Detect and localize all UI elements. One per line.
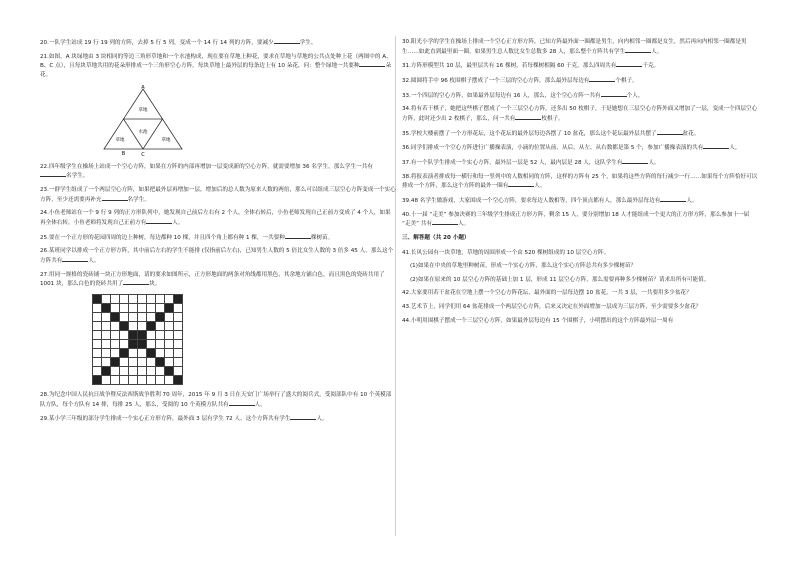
white-tile (147, 295, 156, 304)
white-tile (165, 349, 174, 358)
white-tile (156, 349, 165, 358)
white-tile (120, 295, 129, 304)
question: 33.一个四层的空心方阵，如果最外层每边有 16 人，那么，这个空心方阵一共有 个人。 (402, 92, 644, 99)
question: 38.将报表演者排成每一横行和每一竖列中的人数相同的方阵，这样的方阵有 25 个，如果将这些方阵的每行减少一行……如果每个方阵恰好可以排成一个方阵，那么这个方阵的最外一圈有 人。 (402, 173, 758, 190)
answer-blank[interactable] (123, 279, 149, 285)
answer-blank[interactable] (40, 171, 66, 177)
white-tile (174, 367, 183, 376)
white-tile (129, 358, 138, 367)
white-tile (165, 376, 174, 385)
answer-blank[interactable] (229, 400, 255, 406)
white-tile (93, 322, 102, 331)
black-tile (165, 304, 174, 313)
white-tile (156, 367, 165, 376)
white-tile (147, 313, 156, 322)
white-tile (156, 322, 165, 331)
white-tile (138, 367, 147, 376)
white-tile (138, 376, 147, 385)
point-c-label: C (141, 151, 145, 157)
answer-blank[interactable] (290, 414, 316, 420)
white-tile (147, 358, 156, 367)
black-tile (93, 295, 102, 304)
question: 36.同学们排成一个空心方阵进行广播操表演，小滴的位置从前、从后、从左、从右数都是第 5 个，参加广播操表演的共有 人。 (402, 145, 741, 152)
black-tile (129, 331, 138, 340)
question: 22.四年级学生在操场上站成一个空心方阵，如果在方阵的内部再增加一层变成新的空心方阵，就需要增加 36 名学生，那么学生一共有名学生。 (40, 163, 373, 180)
white-tile (129, 322, 138, 331)
lawn-top-label: 草地 (138, 107, 148, 113)
question: 32.圆圆将手中 96 枚围棋子摆成了一个三层的空心方阵，那么最外层每边有 个棋子。 (402, 77, 638, 84)
answer-blank[interactable] (616, 61, 642, 67)
answer-blank[interactable] (285, 233, 311, 239)
answer-blank[interactable] (146, 218, 172, 224)
white-tile (111, 322, 120, 331)
question: 29.某小学三年级的部分学生排成一个实心正方形方阵，最外面 3 层有学生 72 人，这个方阵共有学生 人。 (40, 416, 328, 423)
white-tile (93, 358, 102, 367)
question: 31.方阵形模型共 10 层，最里层共有 16 棵树，若每棵树相隔 60 千克，那么四周共有 千克。 (402, 63, 660, 70)
white-tile (120, 340, 129, 349)
white-tile (120, 376, 129, 385)
white-tile (138, 358, 147, 367)
answer-blank[interactable] (660, 196, 686, 202)
question: 37.有一个队学生排成一个实心方阵，最外层一层是 52 人，最内层是 28 人，这队学生有 人。 (402, 159, 660, 166)
black-tile (165, 367, 174, 376)
answer-blank[interactable] (601, 91, 627, 97)
answer-blank[interactable] (432, 219, 458, 225)
white-tile (147, 304, 156, 313)
white-tile (102, 340, 111, 349)
white-tile (165, 358, 174, 367)
black-tile (138, 340, 147, 349)
white-tile (111, 304, 120, 313)
white-tile (102, 331, 111, 340)
white-tile (129, 304, 138, 313)
sub-problem: (1)如果在中央的草地里种树苗，形成一个实心方阵，那么这个实心方阵总共有多少棵树苗？ (410, 263, 637, 270)
question: 34.将有若干棋子，她把这些棋子摆成了一个三层空心方阵，还多出 50 枚棋子，于是她想在三层空心方阵外面又增加了一层，变成一个四层空心方阵，此时还少出 2 枚棋子，那么，问一共有 枚棋子。 (402, 106, 758, 122)
black-tile (93, 376, 102, 385)
question: 40.十一届 “走美” 参加决赛的三年级学生排成正方形方阵，剩余 15 人，要分别增加 18 人才能组成一个更大的正方形方阵，那么参加十一届 “走美” 共有 人。 (402, 211, 750, 228)
white-tile (102, 376, 111, 385)
white-tile (129, 376, 138, 385)
problem: 43.艺术节上，同学们用 64 盆花排成一个两层空心方阵，后来又决定在外面增加一层成为三层方阵，至少需要多少盆花？ (402, 304, 702, 311)
black-tile (156, 358, 165, 367)
white-tile (102, 349, 111, 358)
black-tile (174, 376, 183, 385)
problem: 42.大家要用若干盆花在空地上摆一个空心方阵花坛，最外面的一层每边摆 10 盆花，一共 3 层，一共要用多少盆花？ (402, 290, 692, 297)
question: 25.要在一个正方形的花园四周的边上种树，每边都种 10 棵，并且四个角上都有种 1 棵，一共要种 棵树苗。 (40, 234, 334, 241)
white-tile (93, 340, 102, 349)
black-tile (120, 322, 129, 331)
point-a-label: A (141, 84, 145, 91)
answer-blank[interactable] (625, 47, 651, 53)
white-tile (93, 313, 102, 322)
triangle-lawn-figure (98, 85, 188, 157)
white-tile (120, 313, 129, 322)
answer-blank[interactable] (359, 61, 385, 67)
question: 27.用同一规格的瓷砖铺一块正方形地面，请的要求如图所示，正方形地面的两条对角线都用黑色，其余地方铺白色，而且黑色的瓷砖共用了 1001 块，那么白色的瓷砖共用了 块。 (40, 271, 385, 288)
white-tile (138, 304, 147, 313)
black-tile (174, 295, 183, 304)
question: 30.阳光小学的学生在操场上排成一个空心正方形方阵，已知方阵最外面一圈都是男生，向内相邻一圈都是女生，然后再向内相邻一圈都是男生……如此直到最里面一圈，如果男生总人数比女生总数多 28 人，那么整个方阵共有学生 人。 (402, 39, 747, 55)
white-tile (111, 376, 120, 385)
white-tile (111, 367, 120, 376)
answer-blank[interactable] (62, 256, 88, 262)
black-tile (111, 358, 120, 367)
left-column (40, 38, 396, 429)
white-tile (165, 331, 174, 340)
white-tile (129, 295, 138, 304)
triangle-diagram (98, 85, 188, 157)
white-tile (120, 367, 129, 376)
white-tile (174, 304, 183, 313)
white-tile (120, 358, 129, 367)
answer-blank[interactable] (703, 143, 729, 149)
black-tile (111, 313, 120, 322)
question: 21.如图，A 块绿地由 3 块相同的等边三角形草地和一个水池构成，现在要在草地上种花，要求在草地与草地的公共点处种上花（两图中的 A、B、C 点），且每块草地共用的花朵形排成一个三角形空心方阵，每块草地上最外层的每条边上有 10 朵花，问：整个绿地一共要种 朵花。 (40, 53, 392, 78)
white-tile (174, 322, 183, 331)
white-tile (111, 340, 120, 349)
answer-blank[interactable] (622, 158, 648, 164)
white-tile (165, 295, 174, 304)
white-tile (120, 304, 129, 313)
white-tile (147, 376, 156, 385)
white-tile (138, 313, 147, 322)
white-tile (102, 322, 111, 331)
black-tile (156, 313, 165, 322)
white-tile (93, 367, 102, 376)
tile-grid (92, 294, 183, 385)
black-tile (102, 304, 111, 313)
white-tile (156, 376, 165, 385)
white-tile (111, 331, 120, 340)
lawn-right-label: 草地 (161, 137, 171, 143)
white-tile (111, 295, 120, 304)
question: 20.一队学生站成 19 行 19 列的方阵，去掉 5 行 5 列，变成一个 14 行 14 列的方阵，要减少 学生。 (40, 40, 317, 46)
white-tile (174, 358, 183, 367)
black-tile (102, 367, 111, 376)
black-tile (120, 349, 129, 358)
tile-grid-figure (92, 294, 396, 385)
black-tile (147, 322, 156, 331)
white-tile (156, 304, 165, 313)
white-tile (174, 313, 183, 322)
answer-blank[interactable] (589, 76, 615, 82)
question: 23.一群学生组成了一个两层空心方阵，如果把最外层再增加一层，增加后的总人数为原来人数的两倍，那么可以组成三层空心方阵变成一个实心方阵，至少还需要再补充 名学生。 (40, 186, 396, 203)
white-tile (147, 331, 156, 340)
white-tile (147, 367, 156, 376)
black-tile (147, 349, 156, 358)
white-tile (165, 313, 174, 322)
answer-blank[interactable] (515, 114, 541, 120)
answer-blank[interactable] (274, 38, 300, 44)
white-tile (156, 331, 165, 340)
white-tile (138, 322, 147, 331)
white-tile (111, 349, 120, 358)
question: 24.小鱼老师站在一个 9 行 9 列的正方形队列中，她发现自己前后左右有 2 个人，全体右转后，小鱼老师发现自己正前方变成了 4 个人，如果再全体右转，小鱼老师将发现自己正前方有 人。 (40, 210, 391, 226)
white-tile (120, 331, 129, 340)
white-tile (93, 304, 102, 313)
question: 39.48 名学生做游戏，大家围成一个空心方阵，要求每边人数相等，四个顶点都有人，那么最外层每边有 人。 (402, 197, 698, 204)
white-tile (102, 295, 111, 304)
problem: 41.长风公园有一块草地，草地的周围形成一个由 520 棵树组成的 10 层空心方阵。 (402, 249, 610, 256)
question: 35.学校大楼前摆了一个方形花坛，这个花坛的最外层每边各摆了 10 盆花，那么这个花坛最外层共摆了 盆花。 (402, 130, 700, 137)
point-b-label: B (121, 150, 126, 157)
answer-blank[interactable] (508, 181, 534, 187)
white-tile (174, 340, 183, 349)
section-title: 三、解答题（共 20 小题） (402, 234, 470, 241)
sub-problem: (2)如果在原来的 10 层空心方阵的基础上加 1 层，形成 11 层空心方阵，那么需要再种多少棵树苗？请求出所有可能值。 (410, 276, 710, 283)
white-tile (156, 295, 165, 304)
white-tile (174, 349, 183, 358)
white-tile (165, 340, 174, 349)
white-tile (174, 331, 183, 340)
white-tile (129, 349, 138, 358)
white-tile (102, 358, 111, 367)
lawn-left-label: 草地 (115, 137, 125, 143)
white-tile (138, 349, 147, 358)
question: 28.为纪念中国人民抗日战争暨反法西斯战争胜利 70 周年，2015 年 9 月 3 日在天安门广场举行了盛大的阅兵式，受阅部队中有 10 个英模部队方队，每个方队有 14 排，每排 25 人，那么，受阅的 10 个英模方队共有 人。 (40, 391, 392, 408)
white-tile (147, 340, 156, 349)
right-column (402, 38, 758, 330)
white-tile (156, 340, 165, 349)
answer-blank[interactable] (657, 129, 683, 135)
white-tile (129, 313, 138, 322)
white-tile (93, 331, 102, 340)
white-tile (93, 349, 102, 358)
question: 26.某班同学以排成一个正方形方阵，其中前后左右的学生不能排 (仅指前后左右)，已知男生人数的 5 倍比女生人数的 3 倍多 45 人，那么这个方阵共有 人。 (40, 248, 394, 264)
white-tile (165, 322, 174, 331)
black-tile (129, 340, 138, 349)
pond-label: 水池 (138, 129, 148, 135)
answer-blank[interactable] (102, 195, 128, 201)
white-tile (138, 295, 147, 304)
problem: 44.小明用围棋子摆成一个三层空心方阵，如果最外层每边有 15 个围棋子，小明摆出的这个方阵最外层一周有 (402, 317, 674, 324)
white-tile (129, 367, 138, 376)
white-tile (102, 313, 111, 322)
black-tile (138, 331, 147, 340)
